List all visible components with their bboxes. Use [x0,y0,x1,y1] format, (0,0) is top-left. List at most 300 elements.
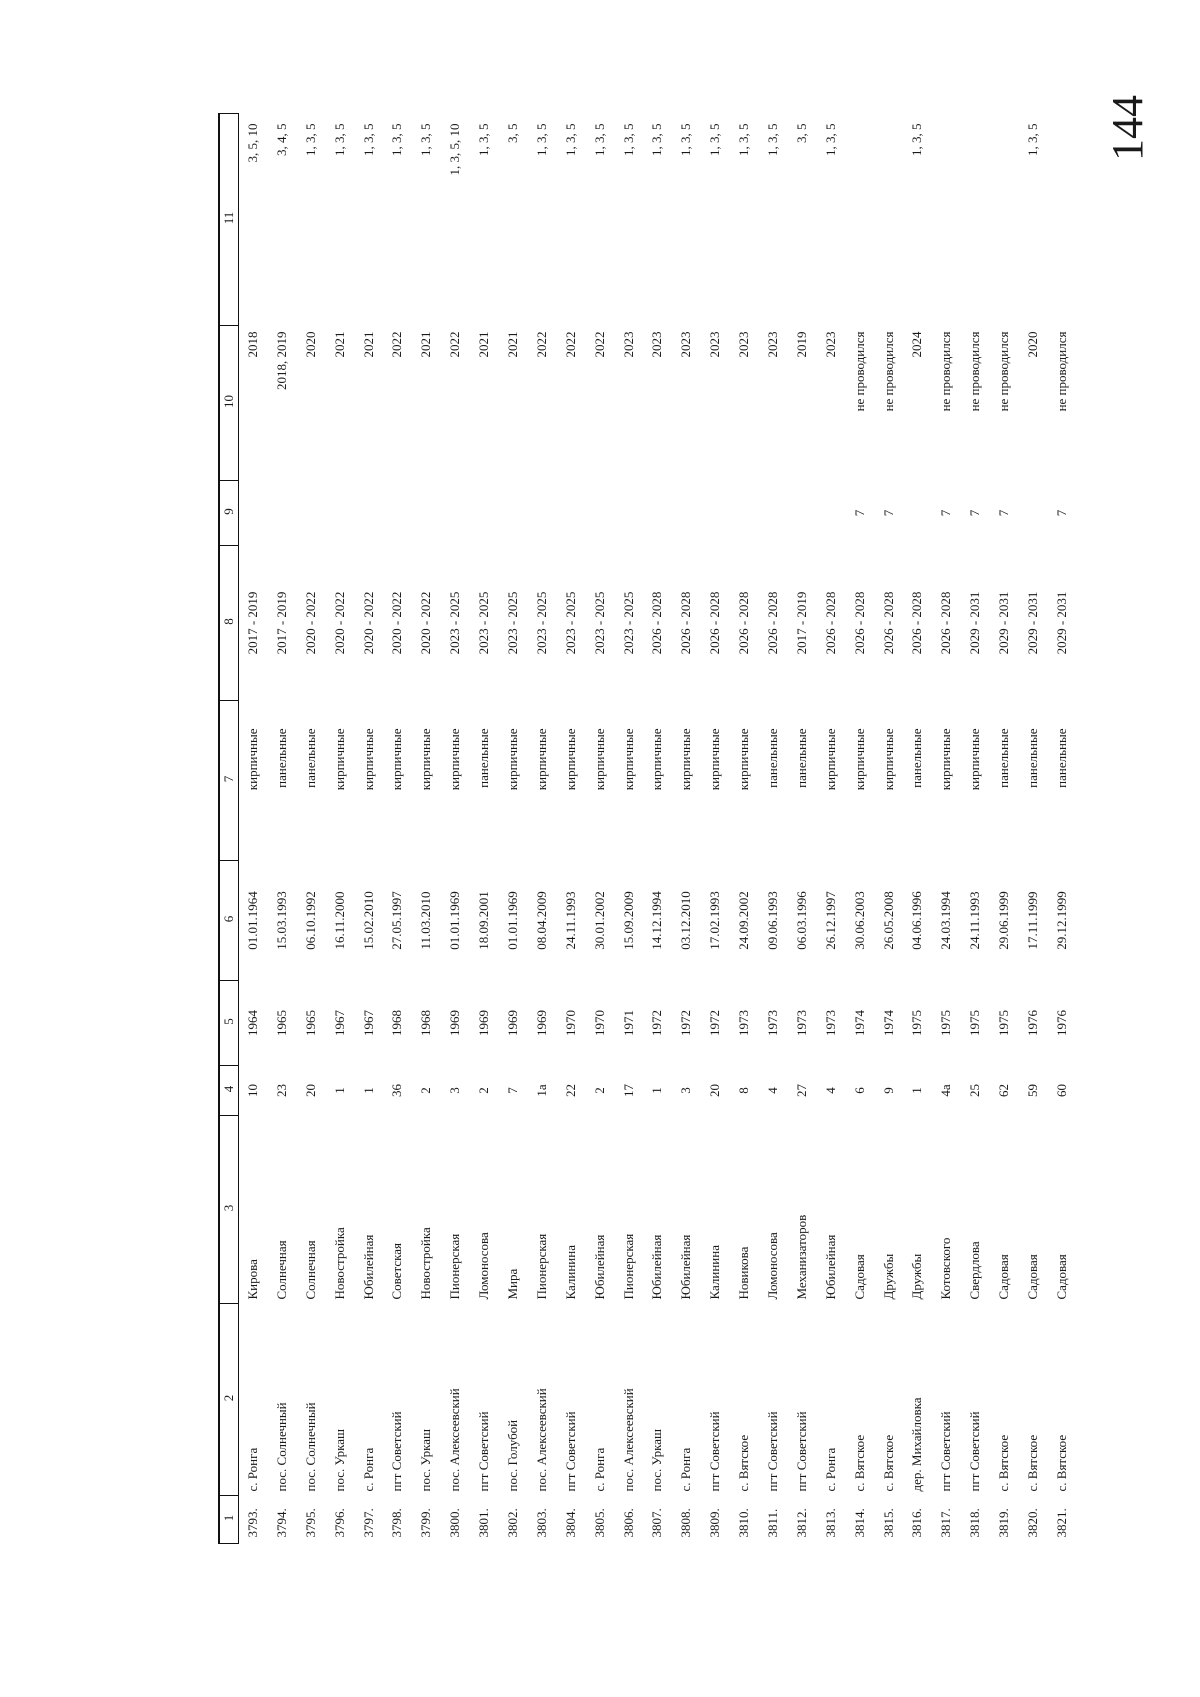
cell-street: Юбилейная [822,1234,838,1300]
cell-settlement: пос. Алексеевский [620,1388,636,1492]
cell-house-number: 3 [678,1087,694,1094]
cell-wall-material: кирпичные [389,728,405,791]
column-header-4: 4 [219,1066,239,1116]
cell-registration-date: 16.11.2000 [331,891,347,950]
table-row [383,114,412,1544]
cell-work-codes: 1, 3, 5 [707,123,723,156]
cell-inspection-year: 2023 [649,331,665,358]
cell-work-codes: 1, 3, 5 [389,123,405,156]
column-header-11: 11 [219,114,239,326]
cell-registration-date: 03.12.2010 [678,891,694,950]
cell-registration-date: 29.06.1999 [996,891,1012,950]
cell-wall-material: кирпичные [504,728,520,791]
cell-settlement: с. Ронга [360,1447,376,1492]
cell-inspection-year: 2018 [244,331,260,358]
cell-cell-9: 7 [880,509,896,517]
cell-inspection-year: 2024 [909,331,925,358]
cell-work-codes [875,114,904,326]
cell-work-codes: 1, 3, 5 [678,123,694,156]
cell-planned-period: 2020 - 2022 [331,591,347,655]
cell-house-number: 7 [504,1087,520,1094]
cell-wall-material: панельные [793,728,809,788]
cell-inspection-year: не проводился [967,331,983,412]
cell-work-codes: 3, 4, 5 [273,123,289,156]
cell-street: Калинина [562,1245,578,1300]
cell-work-codes: 1, 3, 5 [360,123,376,156]
table-row [470,114,499,1544]
cell-wall-material: панельные [996,728,1012,788]
cell-street: Новостройка [418,1227,434,1300]
cell-build-year: 1975 [967,1010,983,1036]
cell-build-year: 1965 [273,1010,289,1036]
cell-planned-period: 2029 - 2031 [967,591,983,655]
cell-street: Новикова [736,1246,752,1300]
table-row [730,114,759,1544]
cell-registration-date: 24.11.1993 [562,891,578,950]
cell-street: Котовского [938,1237,954,1300]
cell-cell-9 [383,481,412,546]
table-row [903,114,932,1544]
cell-build-year: 1967 [331,1010,347,1036]
cell-house-number: 1 [360,1087,376,1094]
table-row [1019,114,1048,1544]
cell-registration-date: 24.03.1994 [938,891,954,950]
cell-work-codes: 3, 5 [504,123,520,143]
cell-planned-period: 2026 - 2028 [765,591,780,655]
cell-wall-material: кирпичные [707,728,723,791]
cell-inspection-year: 2023 [736,331,752,358]
cell-work-codes: 1, 3, 5 [1025,123,1041,156]
page-number: 144 [1103,95,1152,161]
cell-house-number: 1 [909,1087,925,1094]
cell-house-number: 36 [389,1084,405,1097]
cell-work-codes: 1, 3, 5 [620,123,636,156]
table-row [875,114,904,1544]
cell-street: Садовая [1025,1254,1041,1300]
cell-planned-period: 2026 - 2028 [909,591,925,655]
cell-build-year: 1976 [1025,1010,1041,1036]
cell-planned-period: 2020 - 2022 [302,591,318,655]
cell-street: Юбилейная [360,1234,376,1300]
column-header-5: 5 [219,981,239,1066]
column-header-8: 8 [219,546,239,701]
cell-wall-material: кирпичные [620,728,636,791]
cell-row-number: 3804. [562,1508,578,1538]
cell-build-year: 1967 [360,1010,376,1036]
cell-row-number: 3802. [504,1508,520,1538]
column-header-7: 7 [219,701,239,861]
cell-cell-9 [701,481,730,546]
cell-planned-period: 2029 - 2031 [1053,591,1069,655]
cell-settlement: пос. Уркаш [331,1428,347,1492]
cell-settlement: пгт Советский [476,1411,492,1492]
cell-settlement: дер. Михайловка [909,1397,925,1492]
table-row [817,114,846,1544]
cell-inspection-year: не проводился [851,331,867,412]
cell-settlement: пгт Советский [389,1411,405,1492]
cell-street: Дружбы [880,1253,896,1300]
cell-wall-material: панельные [273,728,289,788]
table-body [239,114,1077,1544]
cell-house-number: 20 [302,1084,318,1097]
cell-registration-date: 30.06.2003 [851,891,867,950]
cell-work-codes: 1, 3, 5 [765,123,780,156]
cell-build-year: 1976 [1053,1010,1069,1036]
cell-street: Юбилейная [678,1234,694,1300]
cell-registration-date: 08.04.2009 [533,891,549,950]
cell-row-number: 3795. [302,1508,318,1538]
cell-row-number: 3820. [1025,1508,1041,1538]
column-header-6: 6 [219,861,239,981]
cell-house-number: 62 [996,1084,1012,1097]
cell-row-number: 3810. [736,1508,752,1538]
cell-wall-material: кирпичные [447,728,463,791]
cell-street: Пионерская [447,1233,463,1300]
cell-settlement: с. Вятское [996,1434,1012,1492]
cell-cell-9: 7 [967,509,983,517]
cell-wall-material: кирпичные [938,728,954,791]
cell-build-year: 1964 [244,1010,260,1036]
cell-settlement: пос. Солнечный [273,1402,289,1492]
cell-build-year: 1975 [909,1010,925,1036]
table-row [759,114,788,1544]
cell-work-codes [1048,114,1077,326]
cell-row-number: 3808. [678,1508,694,1538]
cell-house-number: 3 [447,1087,463,1094]
cell-row-number: 3812. [793,1508,809,1538]
cell-row-number: 3806. [620,1508,636,1538]
table-row [441,114,470,1544]
cell-build-year: 1974 [851,1010,867,1036]
cell-house-number: 10 [244,1084,260,1097]
cell-inspection-year: 2022 [562,331,578,358]
cell-street: Садовая [1053,1254,1069,1300]
cell-planned-period: 2029 - 2031 [1025,591,1041,655]
cell-work-codes: 1, 3, 5, 10 [447,123,463,176]
cell-inspection-year: 2018, 2019 [273,331,289,390]
table-row [412,114,441,1544]
cell-planned-period: 2026 - 2028 [938,591,954,655]
cell-cell-9 [817,481,846,546]
rotated-table-container [218,114,1077,1544]
cell-cell-9 [412,481,441,546]
cell-inspection-year: 2019 [793,331,809,358]
cell-planned-period: 2026 - 2028 [649,591,665,655]
cell-planned-period: 2017 - 2019 [244,591,260,655]
cell-registration-date: 26.12.1997 [822,891,838,950]
cell-planned-period: 2020 - 2022 [360,591,376,655]
cell-planned-period: 2023 - 2025 [620,591,636,655]
cell-inspection-year: 2020 [1025,331,1041,358]
cell-cell-9: 7 [1053,509,1069,517]
cell-settlement: с. Вятское [1025,1434,1041,1492]
cell-planned-period: 2023 - 2025 [476,591,492,655]
cell-registration-date: 06.03.1996 [793,891,809,950]
cell-registration-date: 24.09.2002 [736,891,752,950]
cell-cell-9: 7 [851,509,867,517]
cell-registration-date: 18.09.2001 [476,891,492,950]
cell-street: Новостройка [331,1227,347,1300]
cell-row-number: 3800. [447,1508,463,1538]
cell-build-year: 1972 [707,1010,723,1036]
cell-cell-9: 7 [996,509,1012,517]
table-row [586,114,615,1544]
cell-work-codes: 3, 5, 10 [244,123,260,163]
cell-row-number: 3807. [649,1508,665,1538]
cell-settlement: пос. Голубой [504,1419,520,1492]
cell-work-codes: 1, 3, 5 [418,123,434,156]
cell-row-number: 3801. [476,1508,492,1538]
cell-planned-period: 2023 - 2025 [447,591,463,655]
cell-wall-material: кирпичные [533,728,549,791]
cell-cell-9 [730,481,759,546]
cell-cell-9 [499,481,528,546]
cell-row-number: 3799. [418,1508,434,1538]
cell-inspection-year: 2023 [822,331,838,358]
cell-build-year: 1968 [418,1010,434,1036]
cell-settlement: пос. Солнечный [302,1402,318,1492]
cell-wall-material: кирпичные [678,728,694,791]
cell-cell-9 [1019,481,1048,546]
cell-wall-material: кирпичные [880,728,896,791]
cell-inspection-year: 2022 [591,331,607,358]
cell-registration-date: 01.01.1964 [244,891,260,950]
cell-cell-9 [672,481,701,546]
cell-inspection-year: 2023 [678,331,694,358]
cell-row-number: 3805. [591,1508,607,1538]
cell-build-year: 1973 [793,1010,809,1036]
cell-street: Садовая [996,1254,1012,1300]
cell-build-year: 1972 [678,1010,694,1036]
cell-work-codes: 1, 3, 5 [591,123,607,156]
cell-registration-date: 17.11.1999 [1025,891,1041,950]
cell-cell-9 [643,481,672,546]
cell-wall-material: кирпичные [244,728,260,791]
cell-inspection-year: 2023 [707,331,723,358]
cell-wall-material: панельные [1025,728,1041,788]
cell-registration-date: 06.10.1992 [302,891,318,950]
cell-planned-period: 2020 - 2022 [389,591,405,655]
cell-cell-9 [268,481,297,546]
cell-house-number: 59 [1025,1084,1041,1097]
cell-work-codes: 1, 3, 5 [909,123,925,156]
cell-row-number: 3819. [996,1508,1012,1538]
cell-house-number: 1 [649,1087,665,1094]
data-table [218,113,1077,1544]
cell-build-year: 1969 [504,1010,520,1036]
column-header-3: 3 [219,1116,239,1304]
cell-wall-material: панельные [909,728,925,788]
cell-settlement: пгт Советский [793,1411,809,1492]
cell-registration-date: 26.05.2008 [880,891,896,950]
cell-street: Мира [504,1268,520,1300]
column-header-1: 1 [219,1496,239,1544]
table-row [1048,114,1077,1544]
cell-house-number: 23 [273,1084,289,1097]
cell-registration-date: 15.02.2010 [360,891,376,950]
cell-row-number: 3816. [909,1508,925,1538]
cell-inspection-year: 2021 [476,331,492,358]
cell-row-number: 3815. [880,1508,896,1538]
cell-house-number: 2 [591,1087,607,1094]
cell-inspection-year: 2022 [447,331,463,358]
cell-registration-date: 09.06.1993 [765,891,780,950]
cell-registration-date: 17.02.1993 [707,891,723,950]
cell-house-number: 4 [822,1087,838,1094]
cell-wall-material: кирпичные [591,728,607,791]
cell-settlement: с. Вятское [736,1434,752,1492]
cell-inspection-year: не проводился [938,331,954,412]
cell-inspection-year: 2021 [360,331,376,358]
cell-street: Садовая [851,1254,867,1300]
cell-settlement: с. Вятское [851,1434,867,1492]
cell-street: Калинина [707,1245,723,1300]
cell-settlement: с. Ронга [678,1447,694,1492]
cell-street: Кирова [244,1259,260,1300]
cell-row-number: 3798. [389,1508,405,1538]
cell-street: Механизаторов [793,1214,809,1300]
cell-inspection-year: 2020 [302,331,318,358]
cell-cell-9 [326,481,355,546]
cell-registration-date: 29.12.1999 [1053,891,1069,950]
table-row [846,114,875,1544]
cell-planned-period: 2023 - 2025 [504,591,520,655]
cell-build-year: 1973 [736,1010,752,1036]
cell-wall-material: кирпичные [851,728,867,791]
cell-street: Юбилейная [591,1234,607,1300]
cell-street: Дружбы [909,1253,925,1300]
cell-cell-9 [903,481,932,546]
cell-build-year: 1972 [649,1010,665,1036]
table-row [239,114,268,1544]
cell-cell-9 [759,481,788,546]
cell-build-year: 1969 [476,1010,492,1036]
cell-settlement: пгт Советский [707,1411,723,1492]
cell-house-number: 17 [620,1084,636,1097]
cell-settlement: пос. Алексеевский [533,1388,549,1492]
cell-house-number: 6 [851,1087,867,1094]
cell-planned-period: 2026 - 2028 [678,591,694,655]
cell-wall-material: кирпичные [736,728,752,791]
cell-inspection-year: 2023 [620,331,636,358]
cell-work-codes: 1, 3, 5 [736,123,752,156]
cell-cell-9 [297,481,326,546]
cell-cell-9 [788,481,817,546]
cell-work-codes: 1, 3, 5 [562,123,578,156]
cell-build-year: 1974 [880,1010,896,1036]
cell-inspection-year: 2023 [765,331,780,358]
cell-row-number: 3817. [938,1508,954,1538]
cell-wall-material: кирпичные [649,728,665,791]
cell-planned-period: 2026 - 2028 [707,591,723,655]
cell-cell-9 [557,481,586,546]
cell-row-number: 3811. [765,1508,780,1538]
cell-planned-period: 2026 - 2028 [736,591,752,655]
cell-settlement: пос. Уркаш [649,1428,665,1492]
cell-build-year: 1971 [620,1010,636,1036]
cell-street: Юбилейная [649,1234,665,1300]
cell-settlement: пгт Советский [562,1411,578,1492]
column-header-2: 2 [219,1304,239,1496]
cell-build-year: 1973 [822,1010,838,1036]
cell-row-number: 3821. [1053,1508,1069,1538]
cell-work-codes [990,114,1019,326]
cell-registration-date: 15.03.1993 [273,891,289,950]
cell-registration-date: 14.12.1994 [649,891,665,950]
cell-street: Солнечная [302,1240,318,1300]
cell-registration-date: 04.06.1996 [909,891,925,950]
cell-settlement: с. Ронга [822,1447,838,1492]
cell-street: Пионерская [620,1233,636,1300]
cell-house-number: 9 [880,1087,896,1094]
cell-planned-period: 2026 - 2028 [851,591,867,655]
cell-house-number: 25 [967,1084,983,1097]
cell-planned-period: 2020 - 2022 [418,591,434,655]
table-row [932,114,961,1544]
table-row [643,114,672,1544]
cell-row-number: 3809. [707,1508,723,1538]
cell-row-number: 3796. [331,1508,347,1538]
cell-street: Свердлова [967,1241,983,1300]
cell-cell-9 [239,481,268,546]
cell-street: Ломоносова [476,1232,492,1300]
cell-settlement: пгт Советский [938,1411,954,1492]
cell-work-codes [846,114,875,326]
cell-planned-period: 2026 - 2028 [880,591,896,655]
table-row [961,114,990,1544]
cell-planned-period: 2023 - 2025 [533,591,549,655]
cell-wall-material: панельные [765,728,780,788]
cell-house-number: 1а [533,1084,549,1097]
cell-registration-date: 30.01.2002 [591,891,607,950]
cell-wall-material: кирпичные [418,728,434,791]
cell-inspection-year: не проводился [996,331,1012,412]
cell-inspection-year: 2022 [389,331,405,358]
table-row [672,114,701,1544]
cell-work-codes: 1, 3, 5 [649,123,665,156]
cell-house-number: 20 [707,1084,723,1097]
cell-street: Ломоносова [765,1232,780,1300]
table-row [355,114,384,1544]
cell-build-year: 1969 [533,1010,549,1036]
cell-cell-9 [441,481,470,546]
cell-wall-material: панельные [1053,728,1069,788]
cell-cell-9 [355,481,384,546]
cell-work-codes: 1, 3, 5 [331,123,347,156]
cell-wall-material: панельные [476,728,492,788]
cell-house-number: 1 [331,1087,347,1094]
cell-build-year: 1970 [591,1010,607,1036]
cell-cell-9 [470,481,499,546]
cell-inspection-year: 2022 [533,331,549,358]
cell-work-codes: 1, 3, 5 [822,123,838,156]
cell-build-year: 1970 [562,1010,578,1036]
table-row [268,114,297,1544]
cell-house-number: 8 [736,1087,752,1094]
cell-settlement: пгт Советский [765,1411,780,1492]
cell-inspection-year: не проводился [1053,331,1069,412]
cell-registration-date: 24.11.1993 [967,891,983,950]
cell-build-year: 1968 [389,1010,405,1036]
cell-house-number: 22 [562,1084,578,1097]
cell-planned-period: 2023 - 2025 [591,591,607,655]
cell-house-number: 2 [476,1087,492,1094]
table-row [499,114,528,1544]
cell-row-number: 3797. [360,1508,376,1538]
cell-row-number: 3813. [822,1508,838,1538]
column-header-9: 9 [219,481,239,546]
cell-work-codes: 1, 3, 5 [533,123,549,156]
